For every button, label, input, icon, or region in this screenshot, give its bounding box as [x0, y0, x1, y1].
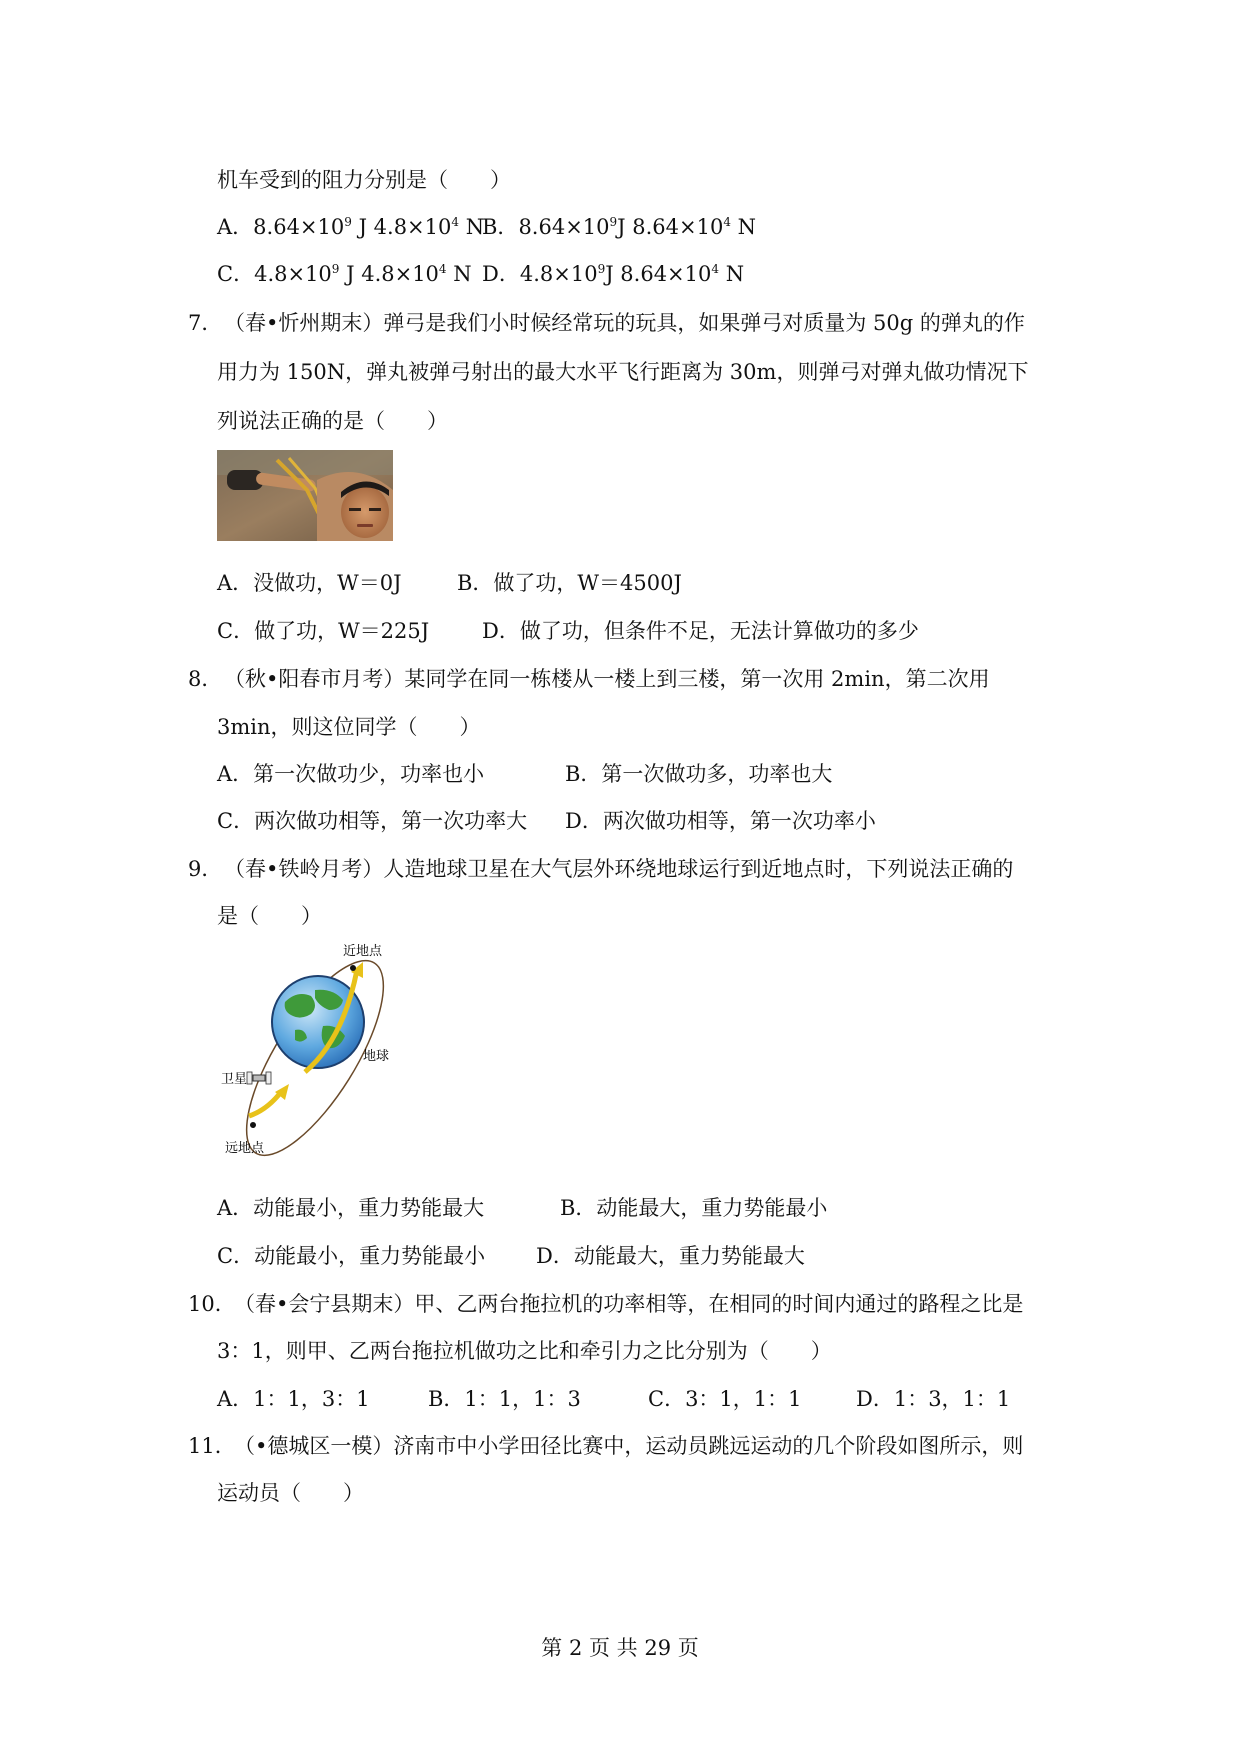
- q8-option-d[interactable]: D．两次做功相等，第一次功率小: [565, 809, 876, 833]
- label-perigee: 近地点: [343, 944, 383, 959]
- q8-stem-line1: （秋•阳春市月考）某同学在同一栋楼从一楼上到三楼，第一次用 2min，第二次用: [224, 667, 990, 691]
- option-text: N: [459, 215, 485, 239]
- option-text: J 8.64×10: [605, 262, 712, 286]
- exponent: 9: [344, 215, 352, 229]
- velocity-arrow-apogee: [249, 1092, 281, 1116]
- q7-option-c[interactable]: C．做了功，W＝225J: [217, 619, 430, 643]
- option-label: C．: [217, 262, 255, 286]
- apogee-point: [250, 1122, 256, 1128]
- q6-option-d[interactable]: [482, 259, 744, 289]
- q10-option-c[interactable]: C．3：1，1：1: [648, 1387, 802, 1411]
- q9-stem-line1: （春•铁岭月考）人造地球卫星在大气层外环绕地球运行到近地点时，下列说法正确的: [224, 857, 1014, 881]
- q8-option-a[interactable]: A．第一次做功少，功率也小: [217, 762, 485, 786]
- orbit-svg: [215, 940, 405, 1160]
- q9-option-c[interactable]: C．动能最小，重力势能最小: [217, 1244, 486, 1268]
- exponent: 9: [331, 262, 340, 276]
- q7-option-d[interactable]: D．做了功，但条件不足，无法计算做功的多少: [482, 619, 919, 643]
- q6-option-a[interactable]: [217, 212, 484, 242]
- perigee-point: [350, 965, 356, 971]
- label-apogee: 远地点: [225, 1141, 265, 1156]
- q10-option-a[interactable]: A．1：1，3：1: [217, 1387, 370, 1411]
- option-text: 8.64×10: [518, 215, 610, 239]
- option-text: J 4.8×10: [339, 262, 439, 286]
- satellite-orbit-diagram: [215, 940, 405, 1160]
- q10-number: 10．: [188, 1292, 236, 1316]
- satellite-icon: [247, 1072, 271, 1084]
- page-number-footer: 第 2 页 共 29 页: [541, 1636, 699, 1660]
- label-satellite: 卫星: [221, 1072, 248, 1087]
- option-text: 4.8×10: [254, 262, 332, 286]
- exponent: 9: [609, 215, 618, 229]
- q7-stem-line1: （春•忻州期末）弹弓是我们小时候经常玩的玩具，如果弹弓对质量为 50g 的弹丸的作: [224, 311, 1025, 335]
- q10-option-b[interactable]: B．1：1，1：3: [428, 1387, 581, 1411]
- q7-stem-line3: 列说法正确的是（ ）: [217, 409, 448, 433]
- q6-option-c[interactable]: [217, 259, 472, 289]
- option-text: N: [719, 262, 745, 286]
- option-label: D．: [482, 262, 520, 286]
- option-label: A．: [217, 215, 254, 239]
- q9-option-d[interactable]: D．动能最大，重力势能最大: [536, 1244, 805, 1268]
- exponent: 4: [723, 215, 731, 229]
- q8-stem-line2: 3min，则这位同学（ ）: [217, 715, 481, 739]
- q8-number: 8．: [188, 667, 223, 691]
- option-text: 4.8×10: [519, 262, 598, 286]
- q9-option-b[interactable]: B．动能最大，重力势能最小: [560, 1196, 828, 1220]
- q8-option-b[interactable]: B．第一次做功多，功率也大: [565, 762, 833, 786]
- q6-stem: 机车受到的阻力分别是（ ）: [217, 168, 511, 192]
- exponent: 4: [451, 215, 460, 229]
- q11-stem-line2: 运动员（ ）: [217, 1481, 364, 1505]
- q11-number: 11．: [188, 1434, 236, 1458]
- q10-stem-line1: （春•会宁县期末）甲、乙两台拖拉机的功率相等，在相同的时间内通过的路程之比是: [234, 1292, 1024, 1316]
- option-text: J 4.8×10: [351, 215, 452, 239]
- slingshot-photo: [217, 450, 393, 541]
- option-text: J 8.64×10: [617, 215, 724, 239]
- q9-option-a[interactable]: A．动能最小，重力势能最大: [217, 1196, 485, 1220]
- exponent: 4: [438, 262, 447, 276]
- exponent: 4: [711, 262, 720, 276]
- q7-number: 7．: [188, 311, 223, 335]
- option-label: B．: [482, 215, 519, 239]
- q11-stem-line1: （•德城区一模）济南市中小学田径比赛中，运动员跳远运动的几个阶段如图所示，则: [234, 1434, 1024, 1458]
- exponent: 9: [597, 262, 606, 276]
- q9-stem-line2: 是（ ）: [217, 904, 322, 928]
- q7-stem-line2: 用力为 150N，弹丸被弹弓射出的最大水平飞行距离为 30m，则弹弓对弹丸做功情况下: [217, 360, 1029, 384]
- slingshot-image: [217, 450, 393, 541]
- q10-option-d[interactable]: D．1：3，1：1: [856, 1387, 1011, 1411]
- q8-option-c[interactable]: C．两次做功相等，第一次功率大: [217, 809, 528, 833]
- q9-number: 9．: [188, 857, 223, 881]
- q7-option-a[interactable]: A．没做功，W＝0J: [217, 571, 402, 595]
- option-text: N: [446, 262, 472, 286]
- q6-option-b[interactable]: [482, 212, 756, 242]
- option-text: N: [730, 215, 757, 239]
- label-earth: 地球: [363, 1049, 390, 1064]
- option-text: 8.64×10: [253, 215, 345, 239]
- q7-option-b[interactable]: B．做了功，W＝4500J: [457, 571, 682, 595]
- q10-stem-line2: 3：1，则甲、乙两台拖拉机做功之比和牵引力之比分别为（ ）: [217, 1339, 832, 1363]
